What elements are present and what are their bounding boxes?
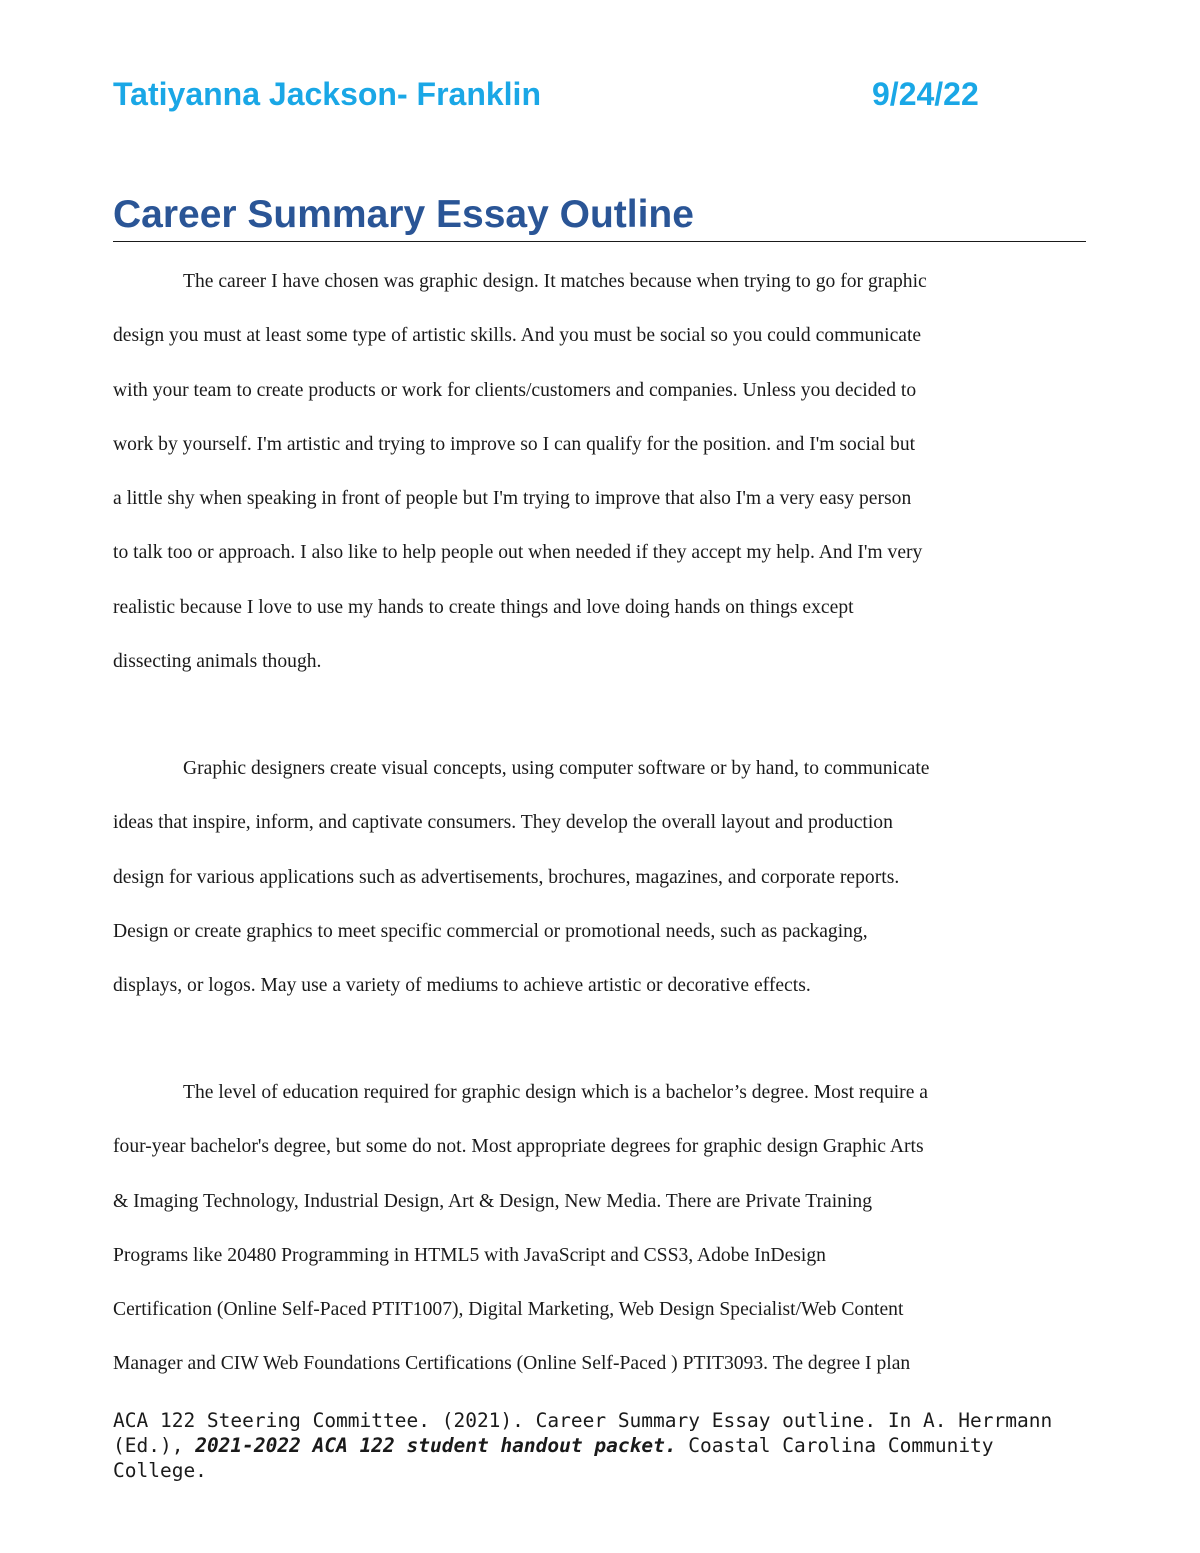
citation-publisher: Coastal Carolina Community College. <box>113 1434 994 1482</box>
paragraph-line: four-year bachelor's degree, but some do not. Most appropriate degrees for graphic design Graphic Arts <box>113 1136 924 1158</box>
document-title: Career Summary Essay Outline <box>113 193 1086 242</box>
paragraph-line: displays, or logos. May use a variety of mediums to achieve artistic or decorative effects. <box>113 975 811 997</box>
paragraph-line: realistic because I love to use my hands to create things and love doing hands on things except <box>113 596 854 618</box>
paragraph-line: Certification (Online Self-Paced PTIT1007), Digital Marketing, Web Design Specialist/Web Content <box>113 1299 904 1321</box>
document-date: 9/24/22 <box>872 76 979 112</box>
citation-source-title: 2021-2022 ACA 122 student handout packet. <box>195 1434 677 1457</box>
paragraph-line: design you must at least some type of artistic skills. And you must be social so you could communicate <box>113 325 922 347</box>
paragraph-line: ideas that inspire, inform, and captivate consumers. They develop the overall layout and production <box>113 812 893 834</box>
paragraph-career-choice <box>113 255 1088 689</box>
paragraph-line: Manager and CIW Web Foundations Certifications (Online Self-Paced ) PTIT3093. The degree I plan <box>113 1353 911 1375</box>
paragraph-line: & Imaging Technology, Industrial Design, Art & Design, New Media. There are Private Training <box>113 1190 873 1212</box>
footer-citation <box>113 1408 1073 1483</box>
paragraph-line: work by yourself. I'm artistic and trying to improve so I can qualify for the position. and I'm social but <box>113 433 916 455</box>
paragraph-line: a little shy when speaking in front of people but I'm trying to improve that also I'm a very easy person <box>113 488 912 510</box>
paragraph-line: The level of education required for graphic design which is a bachelor’s degree. Most require a <box>183 1082 929 1103</box>
paragraph-education <box>113 1066 1088 1392</box>
paragraph-line: The career I have chosen was graphic design. It matches because when trying to go for graphic <box>183 271 927 292</box>
citation-text: ACA 122 Steering Committee. (2021). Career Summary Essay outline. In A. Herrmann (Ed.), <box>113 1409 1053 1457</box>
paragraph-job-description <box>113 742 1088 1013</box>
paragraph-line: to talk too or approach. I also like to help people out when needed if they accept my help. And I'm very <box>113 542 923 564</box>
paragraph-line: design for various applications such as advertisements, brochures, magazines, and corporate reports. <box>113 866 900 888</box>
author-name: Tatiyanna Jackson- Franklin <box>113 76 541 112</box>
paragraph-line: Design or create graphics to meet specific commercial or promotional needs, such as packaging, <box>113 920 868 942</box>
paragraph-line: dissecting animals though. <box>113 651 322 673</box>
paragraph-line: Graphic designers create visual concepts, using computer software or by hand, to communicate <box>183 758 930 779</box>
paragraph-line: Programs like 20480 Programming in HTML5 with JavaScript and CSS3, Adobe InDesign <box>113 1244 826 1266</box>
paragraph-line: with your team to create products or work for clients/customers and companies. Unless you decided to <box>113 379 917 401</box>
